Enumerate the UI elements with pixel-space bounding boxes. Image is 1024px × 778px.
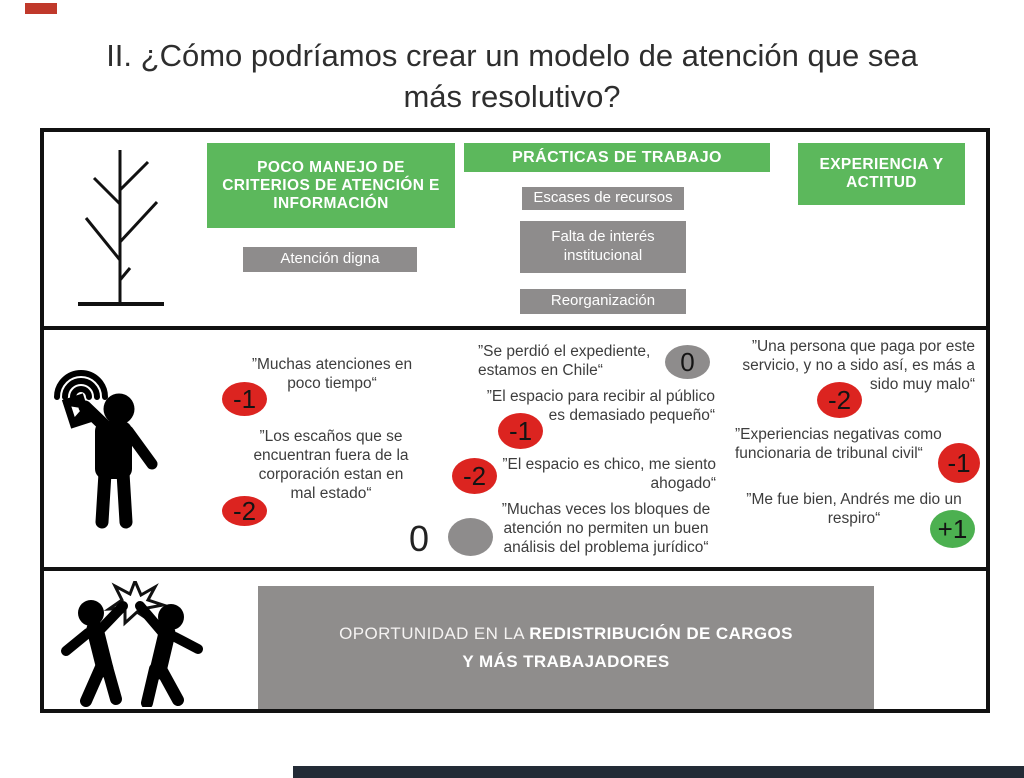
opportunity-section [44,571,986,709]
score-badge: 0 [665,345,710,379]
bare-tree-icon [60,142,180,320]
quote-espacio-publico: ”El espacio para recibir al público es demasiado pequeño“ [486,388,715,424]
quote-me-fue-bien: ”Me fue bien, Andrés me dio un respiro“ [746,491,962,527]
page-title [0,36,1024,118]
tag-falta-interes: Falta de interés institucional [520,221,686,273]
score-badge: -2 [222,496,267,526]
quote-muchas-atenciones: ”Muchas atenciones en poco tiempo“ [251,356,413,392]
category-header-practicas: PRÁCTICAS DE TRABAJO [464,143,770,172]
tag-atencion-digna: Atención digna [243,247,417,272]
opportunity-bold1: REDISTRIBUCIÓN DE CARGOS [529,624,793,644]
category-header-experiencia: EXPERIENCIA Y ACTITUD [798,143,965,205]
quote-experiencias-negativas: ”Experiencias negativas como funcionaria de tribunal civil“ [735,426,942,462]
navy-bar [293,766,1024,778]
quote-persona-paga: ”Una persona que paga por este servicio, y no a sido así, es más a sido muy malo“ [742,338,975,393]
score-badge: -1 [498,413,543,449]
score-zero-text: 0 [408,518,430,559]
category-header-criterios: POCO MANEJO DE CRITERIOS DE ATENCIÓN E INFORMACIÓN [207,143,455,228]
opportunity-box [258,586,874,709]
opportunity-line1 [339,620,793,647]
score-badge: +1 [930,510,975,548]
quote-espacio-chico: ”El espacio es chico, me siento ahogado“ [502,456,716,492]
voices-section [44,330,986,571]
person-raising-phone-icon [45,363,163,531]
score-badge-empty [448,518,493,556]
score-badge: -2 [452,458,497,494]
score-badge: -2 [817,382,862,418]
board-panel [40,128,990,713]
high-five-icon [55,581,215,707]
page-title-line2: más resolutivo? [403,78,621,114]
quote-bloques-atencion: ”Muchas veces los bloques de atención no permiten un buen análisis del problema jurídico“ [501,501,711,556]
tag-escases-recursos: Escases de recursos [522,187,684,210]
causes-section [44,132,986,330]
tag-reorganizacion: Reorganización [520,289,686,314]
page-title-line1: II. ¿Cómo podríamos crear un modelo de atención que sea [106,38,918,73]
quote-expediente: ”Se perdió el expediente, estamos en Chile“ [478,343,651,379]
opportunity-prefix: OPORTUNIDAD EN LA [339,624,530,644]
red-mark [25,3,57,14]
score-badge: -1 [938,443,980,483]
quote-escanos: ”Los escaños que se encuentran fuera de la corporación estan en mal estado“ [253,428,409,502]
opportunity-bold2: Y MÁS TRABAJADORES [462,651,670,671]
score-badge: -1 [222,382,267,416]
opportunity-line2 [462,648,669,675]
